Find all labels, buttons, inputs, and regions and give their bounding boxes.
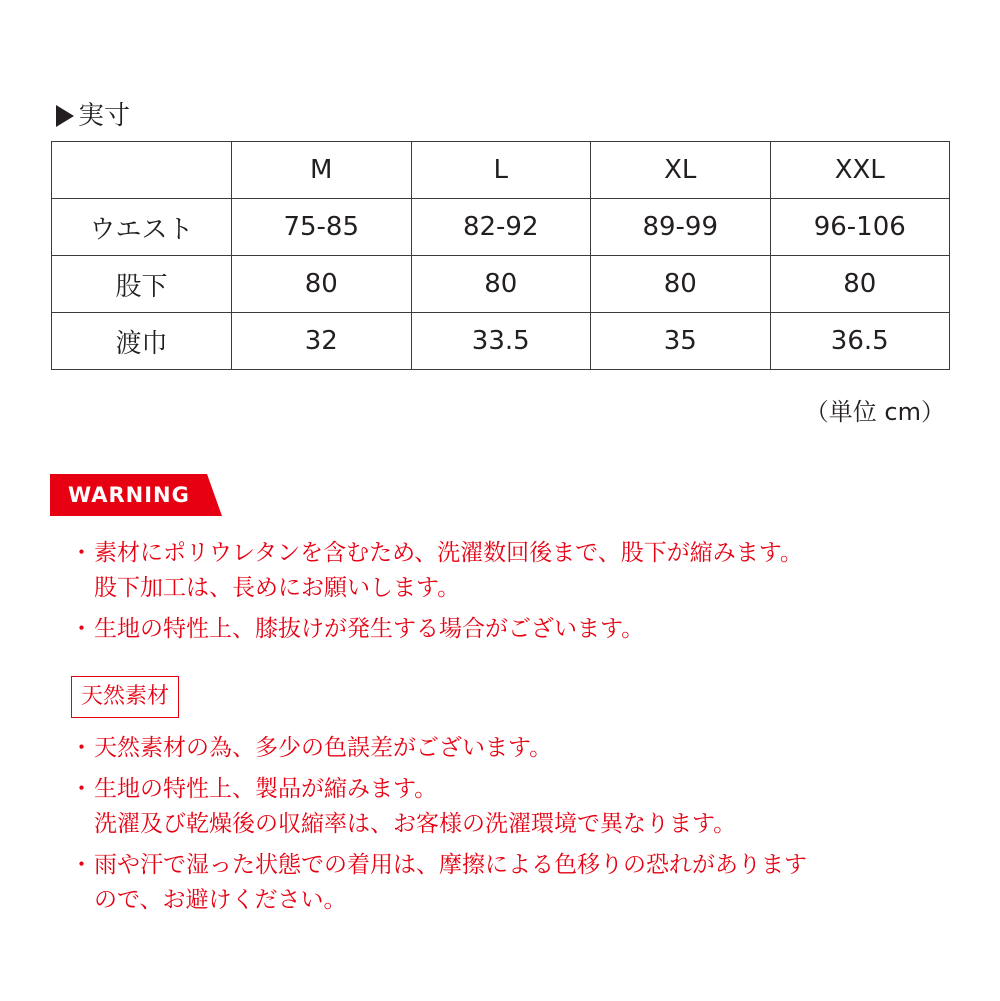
- table-cell: 80: [770, 256, 950, 313]
- unit-note: （単位 cm）: [804, 398, 945, 426]
- warning-badge: [50, 474, 222, 516]
- size-table: [51, 141, 950, 370]
- bullet-dot: ・: [70, 540, 93, 566]
- list-item: [70, 772, 807, 842]
- list-item-text: 天然素材の為、多少の色誤差がございます。: [94, 735, 553, 761]
- table-header-cell: [52, 142, 232, 199]
- section-title-text: 実寸: [78, 101, 131, 131]
- triangle-bullet-icon: [56, 105, 74, 127]
- list-item-text: 股下加工は、長めにお願いします。: [94, 575, 461, 601]
- table-cell: 80: [591, 256, 771, 313]
- table-cell: 35: [591, 313, 771, 370]
- table-cell: 89-99: [591, 199, 771, 256]
- table-cell: 80: [411, 256, 591, 313]
- warning-label: WARNING: [68, 483, 190, 507]
- table-header-cell: XXL: [770, 142, 950, 199]
- list-item: [70, 612, 803, 647]
- list-item-text: 生地の特性上、膝抜けが発生する場合がございます。: [94, 616, 645, 642]
- list-item-text: ので、お避けください。: [94, 887, 347, 913]
- table-cell: 82-92: [411, 199, 591, 256]
- list-item-text: 素材にポリウレタンを含むため、洗濯数回後まで、股下が縮みます。: [94, 540, 803, 566]
- table-header-cell: XL: [591, 142, 771, 199]
- table-cell: 80: [232, 256, 412, 313]
- list-item: [70, 848, 807, 918]
- table-row: [52, 313, 950, 370]
- table-header-cell: L: [411, 142, 591, 199]
- table-row: [52, 256, 950, 313]
- table-cell: 75-85: [232, 199, 412, 256]
- list-item-text: 雨や汗で湿った状態での着用は、摩擦による色移りの恐れがあります: [94, 852, 807, 878]
- table-cell: 36.5: [770, 313, 950, 370]
- table-header-row: [52, 142, 950, 199]
- list-item: [70, 536, 803, 606]
- row-label: 股下: [52, 256, 232, 313]
- bullet-dot: ・: [70, 852, 93, 878]
- table-cell: 96-106: [770, 199, 950, 256]
- list-item: [70, 731, 807, 766]
- warning-list: [70, 536, 803, 653]
- bullet-dot: ・: [70, 776, 93, 802]
- list-item-text: 洗濯及び乾燥後の収縮率は、お客様の洗濯環境で異なります。: [94, 811, 737, 837]
- table-row: [52, 199, 950, 256]
- natural-material-badge: 天然素材: [71, 676, 179, 718]
- table-cell: 33.5: [411, 313, 591, 370]
- bullet-dot: ・: [70, 735, 93, 761]
- bullet-dot: ・: [70, 616, 93, 642]
- table-cell: 32: [232, 313, 412, 370]
- list-item-text: 生地の特性上、製品が縮みます。: [94, 776, 438, 802]
- row-label: ウエスト: [52, 199, 232, 256]
- table-header-cell: M: [232, 142, 412, 199]
- section-title: [56, 100, 130, 132]
- row-label: 渡巾: [52, 313, 232, 370]
- natural-list: [70, 731, 807, 924]
